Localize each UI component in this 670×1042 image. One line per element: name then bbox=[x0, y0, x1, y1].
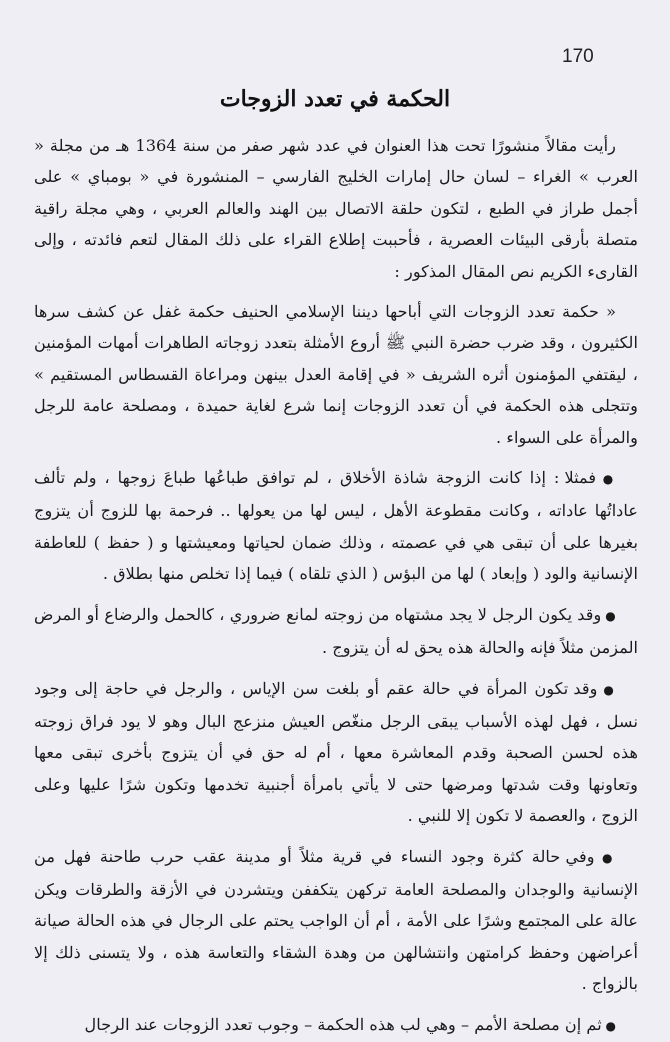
bullet-paragraph: ● وفي حالة كثرة وجود النساء في قرية مثلاً أو مدينة عقب حرب طاحنة فهل من الإنسانية والوجدان والمصلحة العامة تركهن يتكففن ويتشردن في الأزقة والطرقات ويكن عالة على المجتمع وشرًا على الأمة ، أم أن الواجب يحتم على الرجال في هذه الحالة صيانة أعراضهن وحفظ كرامتهن وانتشالهن من وهدة الشقاء والتعاسة هذه ، ولا يتسنى ذلك إلا بالزواج . bbox=[34, 841, 638, 1000]
paragraph-quote: « حكمة تعدد الزوجات التي أباحها ديننا الإسلامي الحنيف حكمة غفل عن كشف سرها الكثيرون ، وقد ضرب حضرة النبي ﷺ أروع الأمثلة بتعدد زوجاته الطاهرات أمهات المؤمنين ، ليقتفي المؤمنون أثره الشريف « في إقامة العدل بينهن ومراعاة القسطاس المستقيم » وتتجلى هذه الحكمة في أن تعدد الزوجات إنما شرع لغاية حميدة ، ومصلحة عامة للرجل والمرأة على السواء . bbox=[34, 302, 638, 447]
page-number: 170 bbox=[562, 46, 594, 67]
bullet-paragraph: ● وقد تكون المرأة في حالة عقم أو بلغت سن الإياس ، والرجل في حاجة إلى وجود نسل ، فهل لهذه الأسباب يبقى الرجل منغّص العيش منزعج البال وهو لا يود فراق زوجته هذه لحسن الصحبة وقدم المعاشرة معها ، أم له حق في أن يتزوج بأخرى تبقى معها وتعاونها وقت شدتها ومرضها حتى لا يأتي بامرأة أجنبية تخدمها وتكون شرًا عليها وعلى الزوج ، والعصمة لا تكون إلا للنبي . bbox=[34, 673, 638, 832]
paragraph: رأيت مقالاً منشورًا تحت هذا العنوان في عدد شهر صفر من سنة 1364 هـ من مجلة « العرب » الغراء – لسان حال إمارات الخليج الفارسي – المنشورة في « بومباي » على أجمل طراز في الطبع ، لتكون حلقة الاتصال بين الهند والعالم العربي ، وهي مجلة راقية متصلة بأرقى البيئات العصرية ، فأحببت إطلاع القراء على ذلك المقال لتعم فائدته ، وإلى القارىء الكريم نص المقال المذكور : bbox=[34, 136, 638, 281]
bullet-paragraph: ● فمثلا : إذا كانت الزوجة شاذة الأخلاق ، لم توافق طباعُها طباعَ زوجها ، ولم تألف عاداتُها عاداته ، وكانت مقطوعة الأهل ، ليس لها من يعولها .. فرحمة بها للزوج أن يتزوج بغيرها على أن تبقى هي في عصمته ، وذلك ضمان لحياتها ومعيشتها و ( حفظ ) للعاطفة الإنسانية والود ( وإبعاد ) لها من البؤس ( الذي تلقاه ) فيما إذا تخلص منها بطلاق . bbox=[34, 462, 638, 590]
chapter-title: الحكمة في تعدد الزوجات bbox=[219, 86, 451, 112]
bullet-paragraph: ● وقد يكون الرجل لا يجد مشتهاه من زوجته لمانع ضروري ، كالحمل والرضاع أو المرض المزمن مثلاً فإنه والحالة هذه يحق له أن يتزوج . bbox=[34, 599, 638, 664]
bullet-paragraph: ● ثم إن مصلحة الأمم – وهي لب هذه الحكمة – وجوب تعدد الزوجات عند الرجال bbox=[34, 1009, 638, 1042]
body-text bbox=[34, 130, 638, 1042]
